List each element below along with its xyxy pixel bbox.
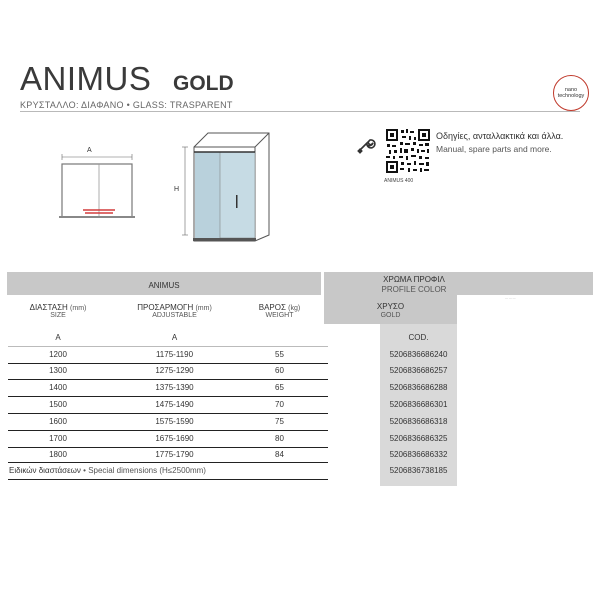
- cell-adjustable: 1675-1690: [155, 434, 194, 443]
- badge-line-1: nano: [564, 87, 578, 93]
- row-divider: [8, 396, 328, 397]
- cell-code: 5206836686318: [389, 417, 448, 426]
- col-weight-unit: (kg): [288, 305, 301, 312]
- base-profile: [59, 216, 135, 218]
- cell-adjustable: 1175-1190: [155, 350, 194, 359]
- group-header-animus: ANIMUS: [148, 281, 180, 290]
- enclosure-outline: [62, 164, 132, 217]
- row-divider: [8, 413, 328, 414]
- cell-weight: 75: [275, 417, 284, 426]
- col-size-unit: (mm): [70, 305, 87, 312]
- group-header-profile-color-en: PROFILE COLOR: [381, 285, 447, 294]
- header-divider: [20, 111, 580, 112]
- cell-adjustable: 1775-1790: [155, 450, 194, 459]
- cell-code: 5206836686240: [389, 350, 448, 359]
- cell-weight: 80: [275, 434, 284, 443]
- col-size-header: [8, 303, 108, 312]
- product-color-title: GOLD: [173, 72, 234, 95]
- cell-code: 5206836686325: [389, 434, 448, 443]
- cell-weight: 65: [275, 383, 284, 392]
- cell-adjustable: 1575-1590: [155, 417, 194, 426]
- glass-subtitle: ΚΡΥΣΤΑΛΛΟ: ΔΙΑΦΑΝΟ • GLASS: TRASPARENT: [20, 100, 233, 110]
- special-dimensions-en: • Special dimensions (H≤2500mm): [83, 466, 206, 475]
- nano-technology-badge: [553, 75, 589, 111]
- special-dimensions-label: [9, 466, 206, 475]
- cell-code: 5206836686288: [389, 383, 448, 392]
- cell-adjustable: 1475-1490: [155, 400, 194, 409]
- top-view-diagram: [55, 145, 140, 225]
- cell-weight: 84: [275, 450, 284, 459]
- manual-text-english: Manual, spare parts and more.: [436, 144, 552, 154]
- cell-weight: 55: [275, 350, 284, 359]
- col-weight-en: WEIGHT: [265, 312, 294, 319]
- col-adjustable-header: [117, 303, 232, 312]
- qr-caption: ANIMUS 400: [384, 178, 414, 184]
- cell-weight: 70: [275, 400, 284, 409]
- floor-profile: [193, 238, 256, 241]
- cell-code: 5206836686301: [389, 400, 448, 409]
- col-adjustable-en: ADJUSTABLE: [152, 312, 197, 319]
- row-divider: [8, 462, 328, 463]
- row-divider: [8, 363, 328, 364]
- faint-mark: — — —: [505, 296, 516, 300]
- cell-code: 5206836686332: [389, 450, 448, 459]
- qr-code-icon[interactable]: [385, 128, 431, 174]
- col-size-gr: ΔΙΑΣΤΑΣΗ: [29, 303, 68, 312]
- door-handle: [236, 195, 238, 208]
- col-weight-gr: ΒΑΡΟΣ: [258, 303, 286, 312]
- special-dimensions-gr: Ειδικών διαστάσεων: [9, 466, 81, 475]
- product-title: ANIMUS: [20, 60, 152, 97]
- special-dimensions-code: 5206836738185: [389, 466, 448, 475]
- wrench-icon: [356, 137, 376, 155]
- row-divider: [8, 379, 328, 380]
- cell-adjustable: 1375-1390: [155, 383, 194, 392]
- manual-text-greek: Οδηγίες, ανταλλακτικά και άλλα.: [436, 131, 564, 141]
- cell-size: 1300: [49, 366, 67, 375]
- cell-code: 5206836686257: [389, 366, 448, 375]
- group-header-profile-color-gr: ΧΡΩΜΑ ΠΡΟΦΙΛ: [383, 275, 445, 284]
- cell-size: 1500: [49, 400, 67, 409]
- color-name-gr: ΧΡΥΣΟ: [376, 302, 405, 311]
- table-bottom-rule: [8, 479, 328, 480]
- dimension-h-label: H: [174, 186, 180, 193]
- cell-size: 1700: [49, 434, 67, 443]
- cell-weight: 60: [275, 366, 284, 375]
- perspective-diagram: [180, 125, 280, 247]
- col-weight-header: [232, 303, 327, 312]
- color-name-en: GOLD: [380, 312, 401, 319]
- header-underline: [8, 346, 328, 347]
- cell-size: 1200: [49, 350, 67, 359]
- badge-line-2: technology: [557, 93, 585, 99]
- col-adjustable-unit: (mm): [195, 305, 212, 312]
- col-size-en: SIZE: [50, 312, 66, 319]
- cell-size: 1600: [49, 417, 67, 426]
- row-divider: [8, 430, 328, 431]
- code-column-header: COD.: [408, 333, 429, 342]
- dimension-a-label: A: [87, 147, 92, 154]
- col-adjustable-letter: A: [171, 333, 178, 342]
- cell-size: 1800: [49, 450, 67, 459]
- col-adjustable-gr: ΠΡΟΣΑΡΜΟΓΗ: [137, 303, 194, 312]
- row-divider: [8, 447, 328, 448]
- col-size-letter: A: [55, 333, 61, 342]
- cell-size: 1400: [49, 383, 67, 392]
- cell-adjustable: 1275-1290: [155, 366, 194, 375]
